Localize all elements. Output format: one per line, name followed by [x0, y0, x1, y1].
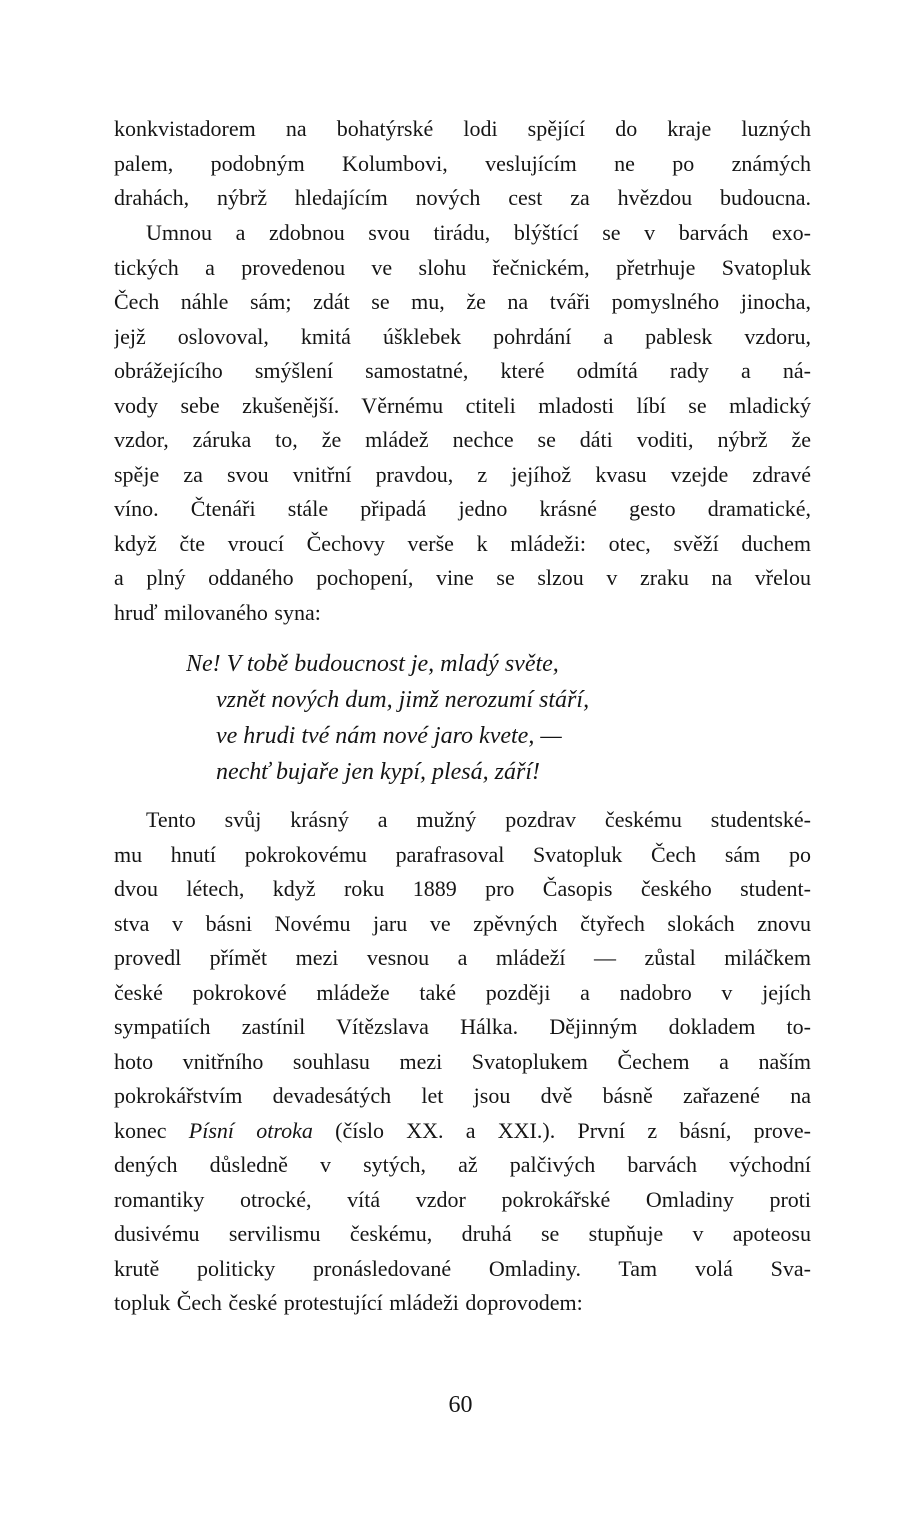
text-line: krutě politicky pronásledované Omladiny. Tam volá Sva-: [114, 1255, 811, 1281]
text-line: české pokrokové mládeže také později a nadobro v jejích: [114, 979, 811, 1005]
text-line: stva v básni Novému jaru ve zpěvných čtyřech slokách znovu: [114, 910, 811, 936]
text-line: pokrokářstvím devadesátých let jsou dvě básně zařazené na: [114, 1083, 811, 1108]
text-line: Čech náhle sám; zdát se mu, že na tváři pomyslného jinocha,: [114, 289, 811, 314]
text-line: sympatiích zastínil Vítězslava Hálka. Dějinným dokladem to-: [114, 1014, 811, 1039]
text-line: dených důsledně v sytých, až palčivých barvách východní: [114, 1152, 811, 1177]
paragraph-2: [114, 216, 811, 630]
text-line: Tento svůj krásný a mužný pozdrav českému studentské-: [146, 807, 811, 832]
poem-quote: [186, 646, 746, 790]
text-line: Umnou a zdobnou svou tirádu, blýštící se v barvách exo-: [146, 220, 811, 245]
verse-line: Ne! V tobě budoucnost je, mladý světe,: [186, 651, 559, 677]
text-line: spěje za svou vnitřní pravdou, z jejíhož kvasu vzejde zdravé: [114, 461, 811, 487]
text-line: dvou létech, když roku 1889 pro Časopis českého student-: [114, 876, 811, 901]
text-line: konkvistadorem na bohatýrské lodi spějící do kraje luzných: [114, 116, 811, 141]
text-line: romantiky otrocké, vítá vzdor pokrokářské Omladiny proti: [114, 1186, 811, 1212]
text-line: provedl přímět mezi vesnou a mládeží — zůstal miláčkem: [114, 945, 811, 970]
text-line: hoto vnitřního souhlasu mezi Svatoplukem Čechem a naším: [114, 1048, 811, 1074]
text-line: jejž oslovoval, kmitá úšklebek pohrdání a pablesk vzdoru,: [114, 323, 811, 349]
text-line: hruď milovaného syna:: [114, 599, 321, 625]
text-line: mu hnutí pokrokovému parafrasoval Svatopluk Čech sám po: [114, 841, 811, 867]
text-line: palem, podobným Kolumbovi, veslujícím ne po známých: [114, 150, 811, 176]
text-line: vody sebe zkušenější. Věrnému ctiteli mladosti líbí se mladický: [114, 392, 811, 418]
page-number: 60: [448, 1392, 473, 1418]
verse-line: vznět nových dum, jimž nerozumí stáří,: [216, 687, 590, 713]
book-title: Písní otroka: [188, 1117, 313, 1143]
text-fragment: konec: [114, 1117, 189, 1143]
text-line: drahách, nýbrž hledajícím nových cest za hvězdou budoucna.: [114, 185, 811, 210]
text-line: [114, 1114, 811, 1149]
verse-line: nechť bujaře jen kypí, plesá, září!: [216, 759, 540, 785]
text-line: topluk Čech české protestující mládeži doprovodem:: [114, 1290, 583, 1315]
text-line: dusivému servilismu českému, druhá se stupňuje v apoteosu: [114, 1221, 811, 1246]
text-line: a plný oddaného pochopení, vine se slzou v zraku na vřelou: [114, 565, 811, 590]
text-line: obrážejícího smýšlení samostatné, které odmítá rady a ná-: [114, 358, 811, 383]
text-line: vzdor, záruka to, že mládež nechce se dáti voditi, nýbrž že: [114, 427, 811, 452]
text-line: tických a provedenou ve slohu řečnickém, přetrhuje Svatopluk: [114, 254, 811, 280]
text-fragment: (číslo XX. a XXI.). První z básní, prove-: [312, 1117, 811, 1143]
paragraph-3: [114, 803, 811, 1321]
text-line: víno. Čtenáři stále připadá jedno krásné gesto dramatické,: [114, 496, 811, 521]
paragraph-1: [114, 112, 811, 216]
text-line: když čte vroucí Čechovy verše k mládeži: otec, svěží duchem: [114, 530, 811, 556]
verse-line: ve hrudi tvé nám nové jaro kvete, —: [216, 723, 562, 749]
